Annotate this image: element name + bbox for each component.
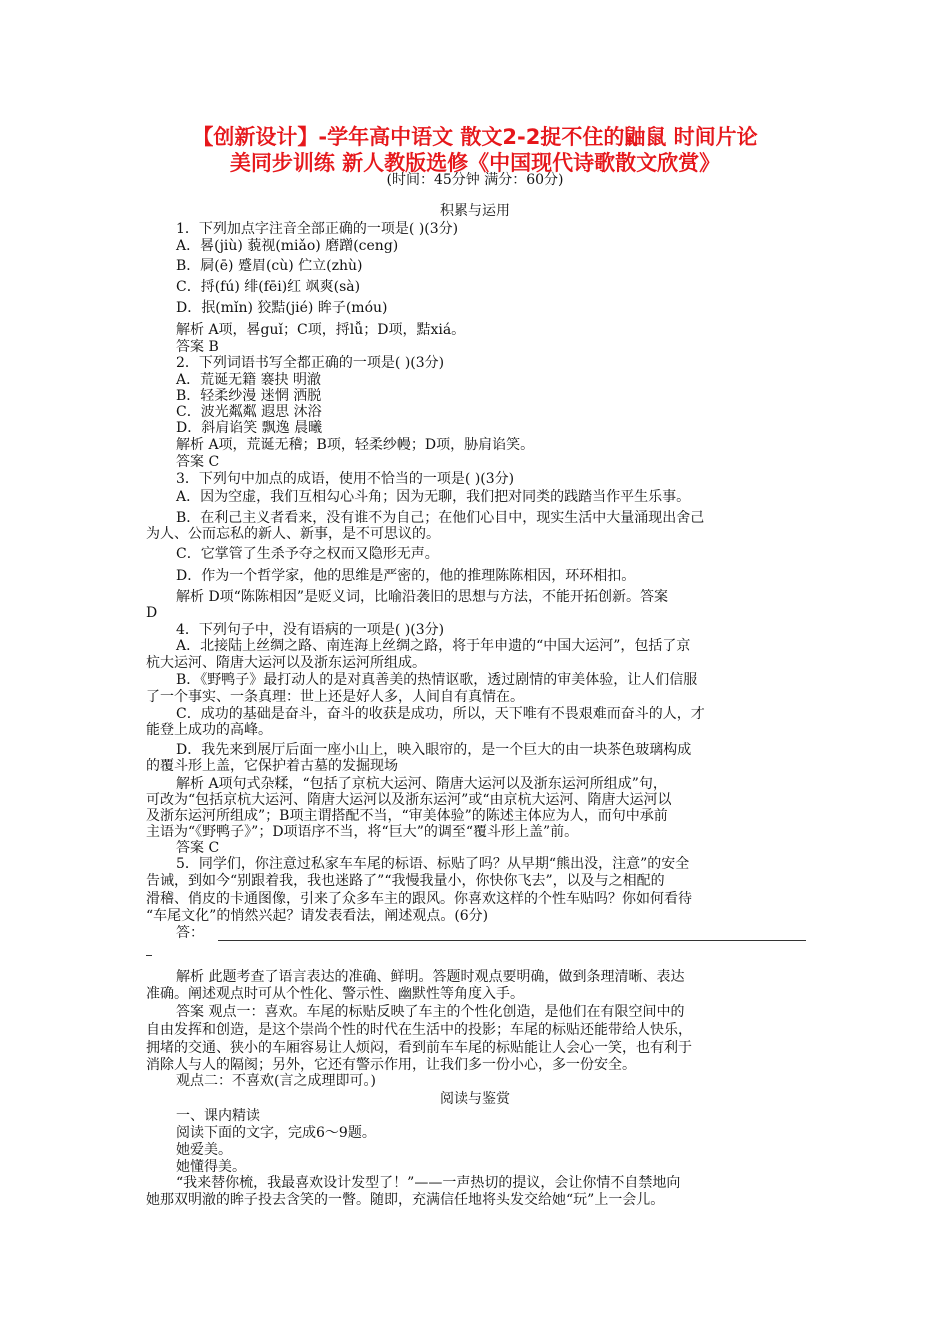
text-line: 为人、公而忘私的新人、新事，是不可思议的。 [146, 526, 440, 542]
text-line: A．北接陆上丝绸之路、南连海上丝绸之路，将于年申遗的“中国大运河”，包括了京 [176, 638, 691, 654]
answer-blank-line[interactable] [218, 940, 806, 941]
title-line-2: 美同步训练 新人教版选修《中国现代诗歌散文欣赏》 [229, 151, 721, 175]
text-line: D．作为一个哲学家，他的思维是严密的，他的推理陈陈相因，环环相扣。 [176, 568, 636, 584]
text-line: 2．下列词语书写全都正确的一项是( )(3分) [176, 355, 445, 371]
text-line: B．在利己主义者看来，没有谁不为自己；在他们心目中，现实生活中大量涌现出舍己 [176, 510, 705, 526]
text-line: 能登上成功的高峰。 [146, 722, 272, 738]
text-line: C．波光粼粼 遐思 沐浴 [176, 404, 322, 420]
text-line: 可改为“包括京杭大运河、隋唐大运河以及浙东运河”或“由京杭大运河、隋唐大运河以 [146, 792, 672, 808]
text-line: 解析 此题考查了语言表达的准确、鲜明。答题时观点要明确，做到条理清晰、表达 [176, 969, 685, 985]
text-line: 准确。阐述观点时可从个性化、警示性、幽默性等角度入手。 [146, 986, 524, 1002]
text-line: 自由发挥和创造，是这个崇尚个性的时代在生活中的投影；车尾的标贴还能带给人快乐， [146, 1022, 692, 1038]
text-line: 消除人与人的隔阂；另外，它还有警示作用，让我们多一份小心，多一份安全。 [146, 1057, 636, 1073]
text-line: 拥堵的交通、狭小的车厢容易让人烦闷，看到前车车尾的标贴能让人会心一笑，也有利于 [146, 1040, 692, 1056]
text-line: A．荒诞无籍 褰抉 明澈 [176, 372, 322, 388]
text-line: D．斜肩谄笑 飘逸 晨曦 [176, 420, 323, 436]
answer-line-continuation [146, 955, 152, 956]
text-line: 5．同学们，你注意过私家车车尾的标语、标贴了吗？从早期“熊出没，注意”的安全 [176, 856, 690, 872]
text-line: 了一个事实、一条真理：世上还是好人多，人间自有真情在。 [146, 689, 524, 705]
text-line: 观点二：不喜欢(言之成理即可。) [176, 1073, 376, 1089]
text-line: 1．下列加点字注音全部正确的一项是( )(3分) [176, 221, 459, 237]
text-line: 答案 C [176, 840, 220, 856]
text-line: 告诫，到如今“别跟着我，我也迷路了”“我慢我量小，你快你飞去”，以及与之相配的 [146, 873, 665, 889]
text-line: D．我先来到展厅后面一座小山上，映入眼帘的，是一个巨大的由一块茶色玻璃构成 [176, 742, 692, 758]
text-line: “我来替你梳，我最喜欢设计发型了！”——一声热切的提议，会让你情不自禁地向 [176, 1175, 681, 1191]
text-line: A．因为空虚，我们互相勾心斗角；因为无聊，我们把对同类的践踏当作平生乐事。 [176, 489, 691, 505]
text-line: 解析 A项，晷guǐ；C项，捋lǚ；D项，黠xiá。 [176, 322, 466, 338]
text-line: 答案 观点一：喜欢。车尾的标贴反映了车主的个性化创造，是他们在有限空间中的 [176, 1004, 685, 1020]
text-line: 答： [176, 925, 204, 941]
text-line: 3．下列句中加点的成语，使用不恰当的一项是( )(3分) [176, 471, 515, 487]
text-line: 答案 C [176, 454, 220, 470]
text-line: 她爱美。 [176, 1142, 232, 1158]
section-heading-reading: 阅读与鉴赏 [440, 1091, 510, 1107]
text-line: 阅读下面的文字，完成6～9题。 [176, 1125, 376, 1141]
text-line: 及浙东运河所组成”；B项主谓搭配不当，“审美体验”的陈述主体应为人，而句中承前 [146, 808, 668, 824]
text-line: C．它掌管了生杀予夺之权而又隐形无声。 [176, 546, 439, 562]
text-line: B．屙(ē) 蹙眉(cù) 伫立(zhù) [176, 258, 363, 274]
text-line: 一、课内精读 [176, 1108, 260, 1124]
text-line: 4．下列句子中，没有语病的一项是( )(3分) [176, 622, 445, 638]
text-line: 解析 A项句式杂糅，“包括了京杭大运河、隋唐大运河以及浙东运河所组成”句， [176, 776, 667, 792]
text-line: D [146, 605, 158, 621]
text-line: B．《野鸭子》最打动人的是对真善美的热情讴歌，透过剧情的审美体验，让人们信服 [176, 672, 698, 688]
text-line: 答案 B [176, 339, 219, 355]
text-line: 解析 D项“陈陈相因”是贬义词，比喻沿袭旧的思想与方法，不能开拓创新。答案 [176, 589, 668, 605]
text-line: 解析 A项，荒诞无稽；B项，轻柔纱幔；D项，胁肩谄笑。 [176, 437, 535, 453]
text-line: 主语为“《野鸭子》”；D项语序不当，将“巨大”的调至“覆斗形上盖”前。 [146, 824, 579, 840]
text-line: 的覆斗形上盖，它保护着古墓的发掘现场 [146, 758, 398, 774]
text-line: C．成功的基础是奋斗，奋斗的收获是成功，所以，天下唯有不畏艰难而奋斗的人，才 [176, 706, 705, 722]
text-line: “车尾文化”的悄然兴起？请发表看法，阐述观点。(6分) [146, 908, 489, 924]
text-line: A．晷(jiù) 藐视(miǎo) 磨蹭(ceng) [176, 238, 399, 254]
text-line: 滑稽、俏皮的卡通图像，引来了众多车主的跟风。你喜欢这样的个性车贴吗？你如何看待 [146, 891, 692, 907]
text-line: 她那双明澈的眸子投去含笑的一瞥。随即，充满信任地将头发交给她“玩”上一会儿。 [146, 1192, 665, 1208]
text-line: 杭大运河、隋唐大运河以及浙东运河所组成。 [146, 655, 426, 671]
text-line: 她懂得美。 [176, 1159, 246, 1175]
time-score-meta: (时间：45分钟 满分：60分) [386, 172, 564, 188]
text-line: C．捋(fú) 绯(fēi)红 飒爽(sà) [176, 279, 361, 295]
title-line-1: 【创新设计】-学年高中语文 散文2-2捉不住的鼬鼠 时间片论 [192, 125, 758, 149]
section-heading-accumulation: 积累与运用 [440, 203, 510, 219]
text-line: B．轻柔纱漫 迷惘 洒脱 [176, 388, 322, 404]
text-line: D．抿(mǐn) 狡黠(jié) 眸子(móu) [176, 300, 388, 316]
